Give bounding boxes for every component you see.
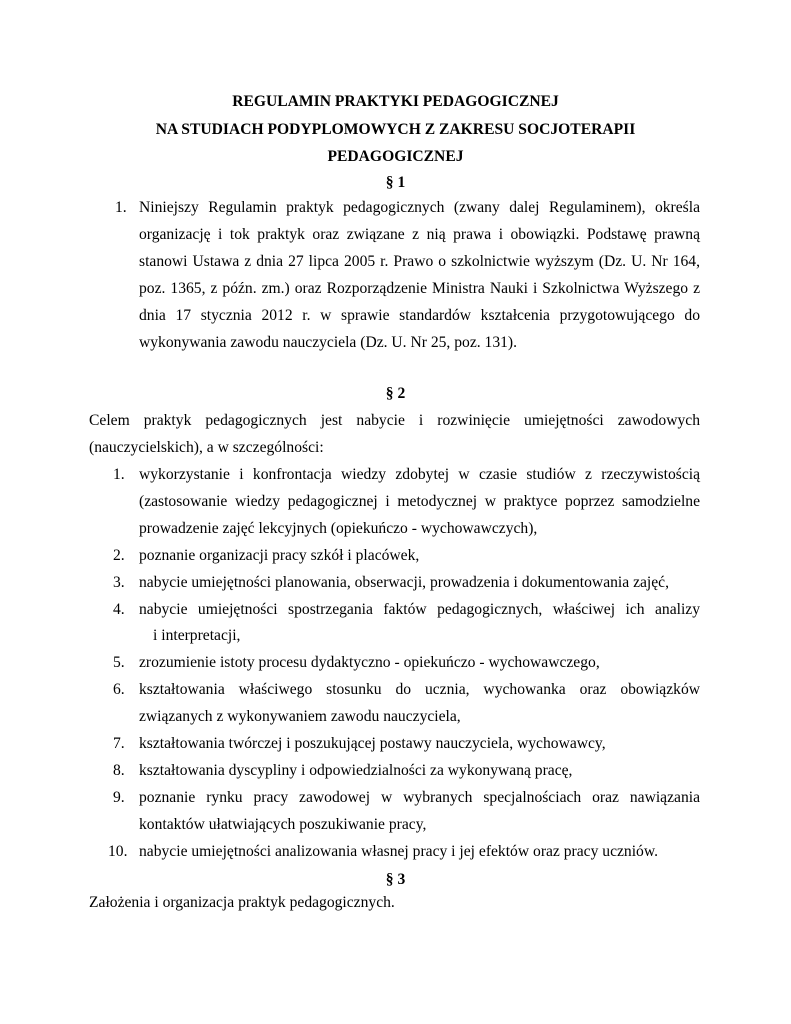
list-item-number: 3. <box>113 574 125 591</box>
list-item-number: 1. <box>113 466 125 483</box>
list-item-line: nabycie umiejętności analizowania własnej pracy i jej efektów oraz pracy uczniów. <box>139 843 658 860</box>
list-item-line: kontaktów ułatwiających poszukiwanie pracy, <box>139 816 427 833</box>
list-item-line: wykorzystanie i konfrontacja wiedzy zdobytej w czasie studiów z rzeczywistością <box>139 466 700 483</box>
section-1-line: stanowi Ustawa z dnia 27 lipca 2005 r. Prawo o szkolnictwie wyższym (Dz. U. Nr 164, <box>139 253 700 270</box>
document-title-line-1: REGULAMIN PRAKTYKI PEDAGOGICZNEJ <box>232 93 559 110</box>
list-item-line: poznanie organizacji pracy szkół i placówek, <box>139 547 420 564</box>
document-title-line-3: PEDAGOGICZNEJ <box>327 148 464 165</box>
list-item-line: prowadzenie zajęć lekcyjnych (opiekuńczo - wychowawczych), <box>139 520 538 537</box>
section-2-intro-line: (nauczycielskich), a w szczególności: <box>89 439 324 456</box>
list-item-line: związanych z wykonywaniem zawodu nauczyciela, <box>139 708 461 725</box>
list-item-line: kształtowania dyscypliny i odpowiedzialności za wykonywaną pracę, <box>139 762 573 779</box>
document-title-line-2: NA STUDIACH PODYPLOMOWYCH Z ZAKRESU SOCJOTERAPII <box>155 121 636 138</box>
list-item-line: nabycie umiejętności spostrzegania faktów pedagogicznych, właściwej ich analizy <box>139 601 700 618</box>
list-item-line: nabycie umiejętności planowania, obserwacji, prowadzenia i dokumentowania zajęć, <box>139 574 669 591</box>
list-item-number: 10. <box>108 843 128 860</box>
section-3-heading: § 3 <box>385 871 406 888</box>
list-item-line: kształtowania właściwego stosunku do ucznia, wychowanka oraz obowiązków <box>139 681 700 698</box>
list-item-number: 9. <box>113 789 125 806</box>
list-item-line: zrozumienie istoty procesu dydaktyczno - opiekuńczo - wychowawczego, <box>139 654 600 671</box>
list-item-line: poznanie rynku pracy zawodowej w wybranych specjalnościach oraz nawiązania <box>139 789 700 806</box>
section-2-intro-line: Celem praktyk pedagogicznych jest nabycie i rozwinięcie umiejętności zawodowych <box>89 412 700 429</box>
list-item-line: kształtowania twórczej i poszukującej postawy nauczyciela, wychowawcy, <box>139 735 606 752</box>
section-2-heading: § 2 <box>385 385 406 402</box>
section-1-item-number: 1. <box>115 199 127 216</box>
list-item-number: 6. <box>113 681 125 698</box>
list-item-number: 4. <box>113 601 125 618</box>
section-3-intro: Założenia i organizacja praktyk pedagogicznych. <box>89 894 395 911</box>
section-1-line: Niniejszy Regulamin praktyk pedagogicznych (zwany dalej Regulaminem), określa <box>139 199 700 216</box>
list-item-line: (zastosowanie wiedzy pedagogicznej i metodycznej w praktyce poprzez samodzielne <box>139 493 700 510</box>
list-item-line: i interpretacji, <box>153 627 241 644</box>
section-1-line: dnia 17 stycznia 2012 r. w sprawie standardów kształcenia przygotowującego do <box>139 307 700 324</box>
section-1-line: wykonywania zawodu nauczyciela (Dz. U. Nr 25, poz. 131). <box>139 334 518 351</box>
list-item-number: 5. <box>113 654 125 671</box>
list-item-number: 8. <box>113 762 125 779</box>
section-1-heading: § 1 <box>385 174 406 191</box>
list-item-number: 2. <box>113 547 125 564</box>
section-1-line: poz. 1365, z późn. zm.) oraz Rozporządzenie Ministra Nauki i Szkolnictwa Wyższego z <box>139 280 700 297</box>
section-1-line: organizację i tok praktyk oraz związane z nią prawa i obowiązki. Podstawę prawną <box>139 226 700 243</box>
list-item-number: 7. <box>113 735 125 752</box>
